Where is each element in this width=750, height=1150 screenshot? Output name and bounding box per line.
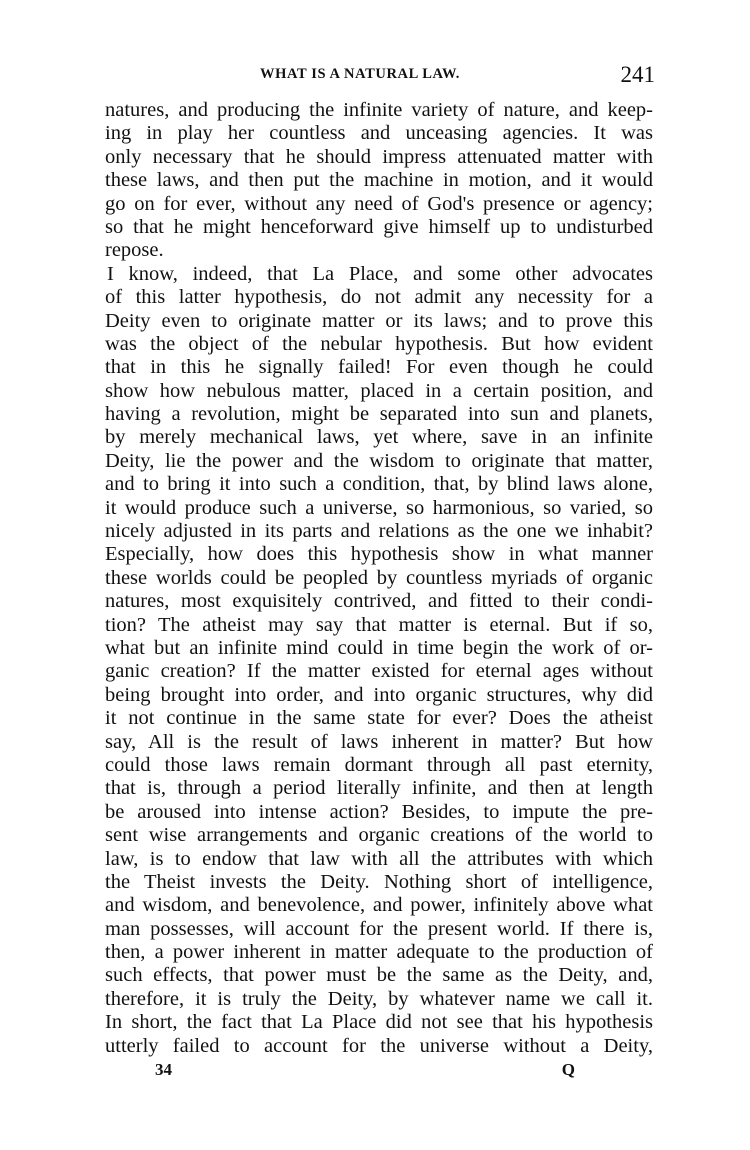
text-line: these laws, and then put the machine in motion, and it would xyxy=(105,169,653,192)
text-line: man possesses, will account for the present world. If there is, xyxy=(105,917,653,940)
text-line: nicely adjusted in its parts and relations as the one we inhabit? xyxy=(105,520,653,543)
text-line: that in this he signally failed! For even though he could xyxy=(105,356,653,379)
text-line: therefore, it is truly the Deity, by whatever name we call it. xyxy=(105,987,653,1010)
signature-letter: Q xyxy=(561,1060,575,1079)
text-line: it would produce such a universe, so harmonious, so varied, so xyxy=(105,496,653,519)
text-line: In short, the fact that La Place did not see that his hypothesis xyxy=(105,1011,653,1034)
text-line: and to bring it into such a condition, that, by blind laws alone, xyxy=(105,473,653,496)
text-line: so that he might henceforward give himself up to undisturbed xyxy=(105,215,653,238)
running-title: WHAT IS A NATURAL LAW. xyxy=(260,66,461,82)
body-text xyxy=(105,99,653,1058)
text-line: Deity even to originate matter or its laws; and to prove this xyxy=(105,309,653,332)
text-line: only necessary that he should impress attenuated matter with xyxy=(105,145,653,168)
text-line: show how nebulous matter, placed in a certain position, and xyxy=(105,379,653,402)
text-line: law, is to endow that law with all the attributes with which xyxy=(105,847,653,870)
page-footer xyxy=(105,1060,653,1084)
text-line: it not continue in the same state for ever? Does the atheist xyxy=(105,707,653,730)
text-line: sent wise arrangements and organic creations of the world to xyxy=(105,824,653,847)
text-line: these worlds could be peopled by countless myriads of organic xyxy=(105,566,653,589)
text-line: being brought into order, and into organic structures, why did xyxy=(105,683,653,706)
text-line: by merely mechanical laws, yet where, save in an infinite xyxy=(105,426,653,449)
signature-number: 34 xyxy=(155,1060,172,1079)
text-line: the Theist invests the Deity. Nothing short of intelligence, xyxy=(105,870,653,893)
text-line: utterly failed to account for the universe without a Deity, xyxy=(105,1034,653,1057)
text-line: ganic creation? If the matter existed for eternal ages without xyxy=(105,660,653,683)
text-line: could those laws remain dormant through all past eternity, xyxy=(105,753,653,776)
text-line: such effects, that power must be the same as the Deity, and, xyxy=(105,964,653,987)
text-line: tion? The atheist may say that matter is eternal. But if so, xyxy=(105,613,653,636)
text-line: I know, indeed, that La Place, and some other advocates xyxy=(107,262,653,285)
text-line: ing in play her countless and unceasing agencies. It was xyxy=(105,122,653,145)
text-line: that is, through a period literally infinite, and then at length xyxy=(105,777,653,800)
text-line: Especially, how does this hypothesis show in what manner xyxy=(105,543,653,566)
text-line: having a revolution, might be separated into sun and planets, xyxy=(105,403,653,426)
text-line: go on for ever, without any need of God's presence or agency; xyxy=(105,192,653,215)
text-line: and wisdom, and benevolence, and power, infinitely above what xyxy=(105,894,653,917)
text-line: say, All is the result of laws inherent in matter? But how xyxy=(105,730,653,753)
text-line: of this latter hypothesis, do not admit any necessity for a xyxy=(105,286,653,309)
text-line: repose. xyxy=(105,239,164,262)
text-line: natures, and producing the infinite variety of nature, and keep- xyxy=(105,99,653,121)
page-number: 241 xyxy=(620,62,655,87)
text-line: then, a power inherent in matter adequate to the production of xyxy=(105,941,653,964)
text-line: was the object of the nebular hypothesis. But how evident xyxy=(105,332,653,355)
text-line: Deity, lie the power and the wisdom to originate that matter, xyxy=(105,449,653,472)
text-line: be aroused into intense action? Besides, to impute the pre- xyxy=(105,800,653,823)
running-head xyxy=(105,62,655,92)
text-line: natures, most exquisitely contrived, and fitted to their condi- xyxy=(105,590,653,613)
text-line: what but an infinite mind could in time begin the work of or- xyxy=(105,636,653,659)
